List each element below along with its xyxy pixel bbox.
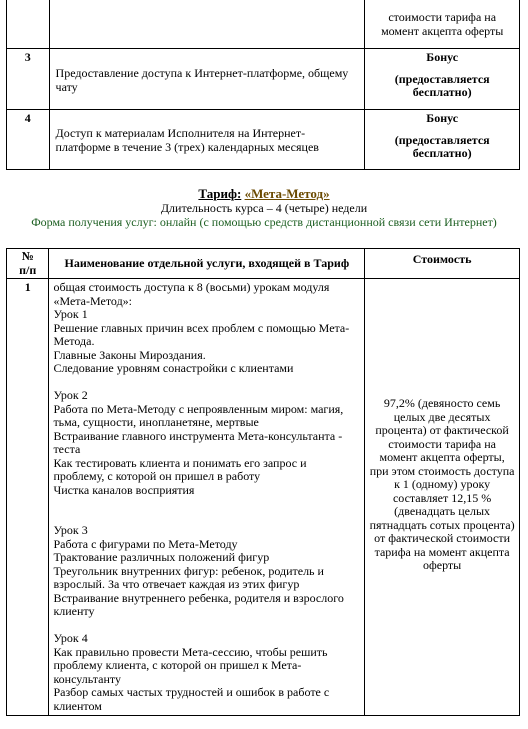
- cost-line: стоимости тарифа на: [388, 436, 496, 451]
- cost-line: момент акцепта оферты: [381, 23, 504, 38]
- table-row: [7, 49, 520, 110]
- cost-line: стоимости тарифа на: [388, 10, 497, 24]
- service-description: [49, 49, 365, 110]
- header-num-line: №: [21, 249, 34, 263]
- cost-line: оферты: [422, 558, 462, 572]
- service-line: Трактование различных положений фигур: [53, 550, 270, 564]
- row-number: 3: [7, 49, 50, 110]
- bonus-label: Бонус: [426, 111, 459, 125]
- cost-line: (двенадцать целых: [394, 504, 491, 518]
- service-form: Форма получения услуг: онлайн (с помощью средств дистанционной связи сети Интернет): [31, 215, 497, 229]
- tariff-name: «Мета-Метод»: [244, 186, 330, 201]
- cost-description: [365, 397, 519, 573]
- service-line: общая стоимость доступа к 8 (восьми) урокам модуля: [53, 280, 330, 294]
- num-cell: [7, 0, 50, 49]
- service-line: [53, 497, 360, 511]
- service-line: Следование уровням сонастройки с клиентами: [53, 361, 294, 375]
- service-line: [53, 376, 360, 390]
- table-row: [7, 279, 520, 716]
- service-line: Урок 4: [53, 631, 88, 645]
- table-row: [7, 110, 520, 170]
- service-line: Главные Законы Мироздания.: [53, 347, 206, 362]
- cost-line: процента) от фактической: [375, 423, 509, 437]
- cost-line: при этом стоимость доступа: [369, 463, 515, 478]
- header-num: [7, 249, 49, 279]
- service-line: Как тестировать клиента и понимать его запрос и: [53, 455, 307, 470]
- service-line: «Мета-Метод»:: [53, 293, 133, 308]
- service-line: [53, 511, 360, 525]
- service-line: Работа по Мета-Методу с непроявленным миром: магия,: [53, 401, 344, 416]
- description-line: Предоставление доступа к Интернет-платформе, общему: [55, 66, 349, 80]
- service-line: Разбор самых частых трудностей и ошибок в работе с: [53, 685, 330, 699]
- service-description: [49, 279, 365, 716]
- service-line: Встраивание внутреннего ребенка, родителя и взрослого: [53, 590, 344, 605]
- bonus-label: Бонус: [426, 50, 459, 64]
- cost-line: к 1 (одному) уроку: [394, 477, 491, 491]
- header-num-line: п/п: [19, 262, 37, 277]
- cost-line: пятнадцать сотых процента): [369, 517, 515, 532]
- cost-line: целых две десятых: [393, 409, 491, 424]
- service-line: клиентом: [53, 698, 102, 713]
- tariff-label: Тариф:: [198, 186, 242, 201]
- description-line: платформе в течение 3 (трех) календарных месяцев: [55, 139, 319, 154]
- cost-line: тарифа на момент акцепта: [374, 544, 510, 559]
- service-line: Треугольник внутренних фигур: ребенок, родитель и: [53, 563, 324, 578]
- bonus-cell: [365, 49, 520, 110]
- cost-cell: [365, 279, 520, 716]
- top-services-table: [6, 0, 520, 170]
- bonus-note: (предоставляется: [394, 132, 490, 147]
- header-cost: Стоимость: [365, 249, 520, 279]
- service-description: [49, 110, 365, 170]
- service-line: Урок 2: [53, 388, 88, 402]
- service-line: Урок 1: [53, 307, 88, 321]
- row-number: 4: [7, 110, 50, 170]
- service-line: теста: [53, 442, 81, 456]
- service-line: Решение главных причин всех проблем с помощью Мета-: [53, 320, 350, 335]
- cost-line: момент акцепта оферты,: [379, 450, 505, 464]
- service-line: [53, 619, 360, 633]
- tariff-services-table: [6, 248, 520, 716]
- lesson-list: [53, 281, 360, 713]
- bonus-note: (предоставляется: [394, 71, 490, 86]
- tariff-heading: [0, 186, 528, 229]
- service-line: Работа с фигурами по Мета-Методу: [53, 536, 238, 551]
- description-line: чату: [55, 79, 78, 94]
- description-line: Доступ к материалам Исполнителя на Интернет-: [55, 126, 306, 140]
- bonus-cell: [365, 110, 520, 170]
- service-line: Встраивание главного инструмента Мета-консультанта -: [53, 428, 343, 443]
- service-line: Как правильно провести Мета-сессию, чтобы решить: [53, 644, 328, 659]
- course-duration: Длительность курса – 4 (четыре) недели: [160, 201, 368, 215]
- row-number: 1: [7, 279, 49, 716]
- service-line: взрослый. За что отвечает каждая из этих фигур: [53, 577, 300, 591]
- bonus-note: бесплатно): [412, 85, 472, 99]
- service-line: Чистка каналов восприятия: [53, 482, 195, 497]
- service-line: проблему клиента, с которой он пришел к Мета-: [53, 658, 302, 672]
- service-line: Метода.: [53, 334, 95, 348]
- service-line: Урок 3: [53, 523, 88, 537]
- service-line: консультанту: [53, 671, 121, 686]
- tariff-title: [0, 186, 528, 201]
- header-service: Наименование отдельной услуги, входящей в Тариф: [49, 249, 365, 279]
- bonus-note: бесплатно): [412, 146, 472, 160]
- cost-cell: [365, 0, 520, 49]
- table-row: [7, 0, 520, 49]
- cost-line: составляет 12,15 %: [392, 490, 492, 505]
- service-line: проблему, с которой он пришел в работу: [53, 469, 261, 483]
- service-line: клиенту: [53, 604, 95, 618]
- cost-line: от фактической стоимости: [374, 531, 511, 545]
- service-line: тьма, сущности, инопланетяне, мертвые: [53, 415, 259, 429]
- cost-line: 97,2% (девяносто семь: [383, 396, 501, 410]
- table-header-row: [7, 249, 520, 279]
- service-cell: [49, 0, 365, 49]
